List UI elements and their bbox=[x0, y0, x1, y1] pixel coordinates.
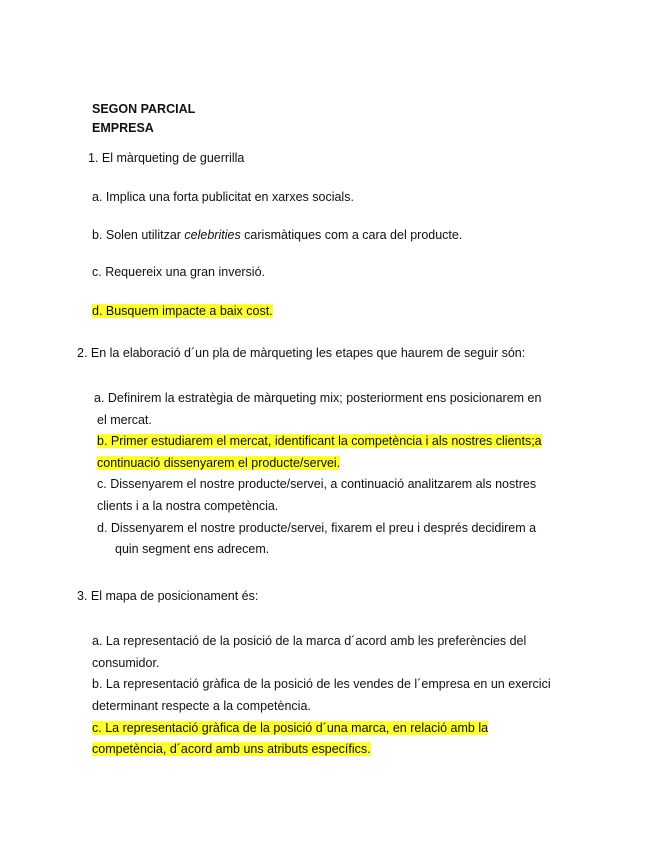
question-3-option-c-answer-line1 bbox=[92, 720, 488, 736]
answer-highlight: d. Busquem impacte a baix cost. bbox=[92, 304, 273, 318]
question-2-option-d-line2: quin segment ens adrecem. bbox=[115, 542, 270, 556]
question-1-option-b bbox=[92, 227, 462, 243]
answer-highlight: c. La representació gràfica de la posició d´una marca, en relació amb la bbox=[92, 721, 489, 735]
doc-subtitle: EMPRESA bbox=[92, 121, 154, 135]
doc-title: SEGON PARCIAL bbox=[92, 102, 196, 116]
question-3-title: 3. El mapa de posicionament és: bbox=[77, 589, 259, 603]
answer-highlight: b. Primer estudiarem el mercat, identificant la competència i als nostres clients;a bbox=[97, 434, 542, 448]
question-3-option-a-line2: consumidor. bbox=[92, 656, 160, 670]
question-2-option-d-line1: d. Dissenyarem el nostre producte/servei, fixarem el preu i després decidirem a bbox=[97, 521, 537, 535]
question-2-option-c-line2: clients i a la nostra competència. bbox=[97, 499, 279, 513]
question-2-option-c-line1: c. Dissenyarem el nostre producte/servei, a continuació analitzarem als nostres bbox=[97, 477, 537, 491]
question-1-title: 1. El màrqueting de guerrilla bbox=[88, 151, 245, 165]
question-1-option-c: c. Requereix una gran inversió. bbox=[92, 265, 266, 279]
question-2-option-a-line2: el mercat. bbox=[97, 413, 152, 427]
option-b-text-end: carismàtiques com a cara del producte. bbox=[240, 228, 463, 242]
option-b-italic-word: celebrities bbox=[184, 228, 241, 242]
answer-highlight: competència, d´acord amb uns atributs específics. bbox=[92, 742, 371, 756]
question-2-option-b-answer-line1 bbox=[97, 433, 542, 449]
question-1-option-a: a. Implica una forta publicitat en xarxes socials. bbox=[92, 190, 354, 204]
question-2-option-a-line1: a. Definirem la estratègia de màrqueting mix; posteriorment ens posicionarem en bbox=[94, 391, 542, 405]
question-2-option-b-answer-line2 bbox=[97, 455, 340, 471]
question-3-option-a-line1: a. La representació de la posició de la marca d´acord amb les preferències del bbox=[92, 634, 527, 648]
question-1-option-d-answer bbox=[92, 303, 273, 319]
question-3-option-b-line1: b. La representació gràfica de la posició de les vendes de l´empresa en un exercici bbox=[92, 677, 551, 691]
question-2-title: 2. En la elaboració d´un pla de màrqueting les etapes que haurem de seguir són: bbox=[77, 346, 526, 360]
option-b-text-start: b. Solen utilitzar bbox=[92, 228, 185, 242]
question-3-option-b-line2: determinant respecte a la competència. bbox=[92, 699, 311, 713]
answer-highlight: continuació dissenyarem el producte/servei. bbox=[97, 456, 341, 470]
question-3-option-c-answer-line2 bbox=[92, 741, 371, 757]
